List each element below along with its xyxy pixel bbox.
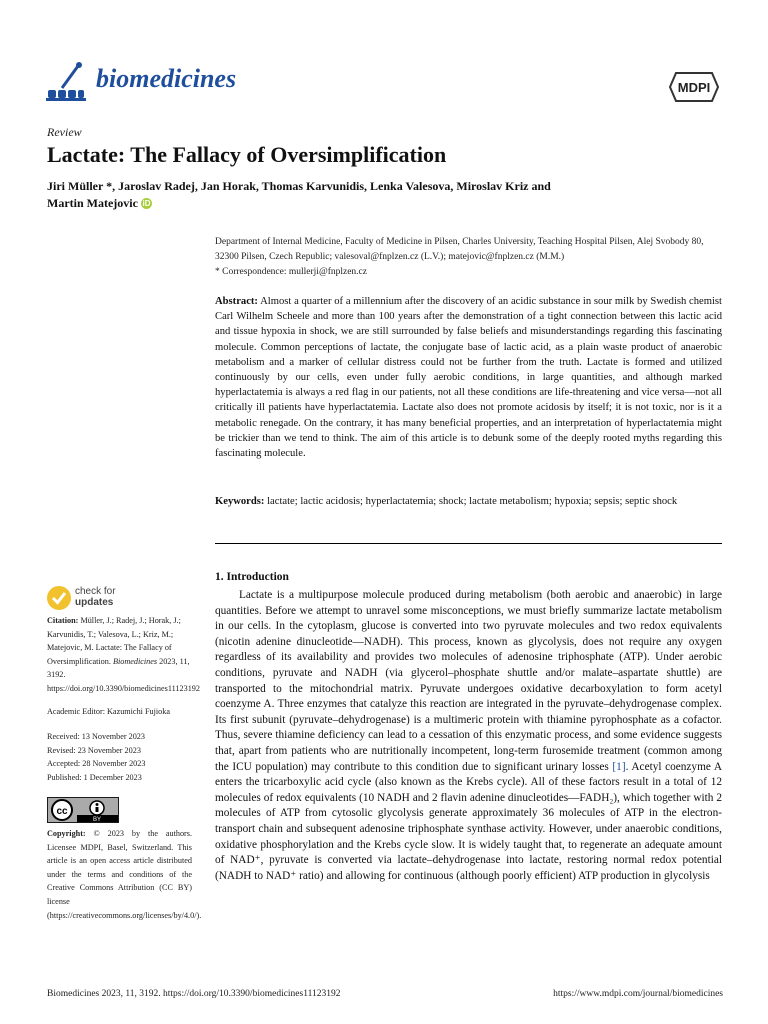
keywords-label: Keywords: <box>215 496 265 507</box>
abstract-label: Abstract: <box>215 296 258 307</box>
citation-text: Müller, J.; Radej, J.; Horak, J.; Karvunidis, T.; Valesova, L.; Kriz, M.; Matejovic, M. Lactate: The Fallacy of Oversimplification. <box>47 616 181 666</box>
intro-text-1: Lactate is a multipurpose molecule produced during metabolism (both aerobic and anaerobic) in large quantities. Before we attempt to unravel some misconceptions, we must briefly summarize lactate metabolism in our cells. In the cytoplasm, glucose is converted into two pyruvate molecules and two redox equivalents (nicotin adenine dinucleotide—NADH). This process, known as glycolysis, does not require any oxygen regardless of its availability and provides two molecules of adenosine triphosphate (ATP). Under aerobic conditions, pyruvate and NADH (via glycerol–phosphate shuttle and/or malate–aspartate shuttle) are transported to the mitochondrial matrix. Pyruvate undergoes oxidative decarboxylation to form acetyl coenzyme A. Three enzymes that catalyze this reaction are integrated in the pyruvate–dehydrogenase complex. Its first subunit (pyruvate–dehydrogenase) is a multimeric protein with thiamine pyrophosphate as a cofactor. Thus, severe thiamine deficiency can lead to a cessation of this enzymatic process, and some evidence suggests that, apart from patients who are nutritionally incompetent, long-term furosemide treatment (common among the ICU population) may contribute to this condition due to significant urinary losses <box>215 589 722 773</box>
article-title: Lactate: The Fallacy of Oversimplification <box>47 142 447 167</box>
academic-editor: Academic Editor: Kazumichi Fujioka <box>47 707 171 716</box>
journal-name: biomedicines <box>96 64 237 93</box>
page-footer <box>47 989 723 999</box>
mdpi-logo-text: MDPI <box>677 80 711 95</box>
received-date: Received: 13 November 2023 <box>47 732 145 741</box>
orcid-icon[interactable]: iD <box>142 199 151 208</box>
introduction-paragraph <box>215 588 722 884</box>
check-for-updates-icon <box>46 585 72 611</box>
svg-text:cc: cc <box>56 806 68 817</box>
accepted-date: Accepted: 28 November 2023 <box>47 759 146 769</box>
section-divider <box>215 543 722 544</box>
check-for-updates-button[interactable] <box>46 585 196 611</box>
abstract-text: Almost a quarter of a millennium after the discovery of an acidic substance in sour milk by Swedish chemist Carl Wilhelm Scheele and more than 100 years after the demonstration of a tight connection between this lactic acid and tissue hypoxia in shock, we are still surrounded by false beliefs and misunderstandings regarding this fascinating molecule. Common perceptions of lactate, the conjugate base of lactic acid, as a plain waste product of anaerobic metabolism and a marker of cellular distress could not be further from the truth. Lactate is formed and utilized continuously by our cells, even under fully aerobic conditions, in large quantities, and although marked hyperlactatemia is always a red flag in our patients, not all these conditions are life-threatening and vice versa—not all critically ill patients have hyperlactatemia. Lactate also does not promote acidosis by itself; it is not toxic, nor is it a metabolic renegade. On the contrary, it has many beneficial properties, and an interpretation of hyperlactatemia might be trickier than we tend to think. The aim of this article is to debunk some of the deeply rooted myths regarding this fascinating molecule. <box>215 296 722 460</box>
cc-by-text: BY <box>92 817 102 823</box>
correspondence: * Correspondence: mullerji@fnplzen.cz <box>215 267 367 277</box>
section-heading: 1. Introduction <box>215 571 289 583</box>
copyright-label: Copyright: <box>47 829 86 838</box>
footer-citation: Biomedicines 2023, 11, 3192. https://doi.org/10.3390/biomedicines11123192 <box>47 989 341 999</box>
footer-journal-url[interactable]: https://www.mdpi.com/journal/biomedicines <box>553 989 723 999</box>
copyright-text: © 2023 by the authors. Licensee MDPI, Basel, Switzerland. This article is an open access article distributed under the terms and conditions of the Creative Commons Attribution (CC BY) license (https://creativecommons.org/licenses/by/4.0/). <box>47 829 202 920</box>
keywords <box>215 494 722 509</box>
introduction-body <box>215 588 722 884</box>
affiliation-block <box>215 235 723 280</box>
authors-line-2: Martin Matejovic <box>47 196 138 210</box>
authors-line-1: Jiri Müller *, Jaroslav Radej, Jan Horak, Thomas Karvunidis, Lenka Valesova, Miroslav Kriz and <box>47 179 551 193</box>
abstract <box>215 294 722 461</box>
citation <box>47 614 200 696</box>
intro-text-2: . Acetyl coenzyme A enters the tricarboxylic acid cycle (also known as the Krebs cycle). All of these factors result in a total of 12 molecules of redox equivalents (10 NADH and 2 flavin adenine dinucleotides—FADH₂), which together with 2 molecules of ATP from cytosolic glycolysis generate approximately 36 molecules of ATP in the electron-transport chain and subsequent adenosine triphosphate synthase activity. However, under anaerobic conditions, oxidative phosphorylation and the Krebs cycle slow. It is widely taught that, to regenerate an adequate amount of NAD⁺, pyruvate is converted via lactate–dehydrogenase into lactate, restoring normal redox potential (NADH to NAD⁺ ratio) and allowing for continuous (although poorly efficient) ATP production in glycolysis <box>215 760 723 882</box>
citation-rest: 2023, 11, 3192. https://doi.org/10.3390/biomedicines11123192 <box>47 656 200 693</box>
published-date: Published: 1 December 2023 <box>47 772 142 782</box>
journal-logo-icon <box>44 60 88 104</box>
citation-label: Citation: <box>47 616 79 625</box>
article-type: Review <box>47 125 82 139</box>
copyright <box>47 827 202 922</box>
affiliation: Department of Internal Medicine, Faculty of Medicine in Pilsen, Charles University, Teaching Hospital Pilsen, Alej Svobody 80, 32300 Pilsen, Czech Republic; valesoval@fnplzen.cz (L.V.); matejovic@fnplzen.cz (M.M.) <box>215 237 704 262</box>
check-line-1: check for <box>75 586 116 597</box>
mdpi-logo <box>668 70 720 104</box>
author-list <box>47 178 727 212</box>
revised-date: Revised: 23 November 2023 <box>47 745 141 755</box>
citation-journal: Biomedicines <box>112 656 158 666</box>
check-line-2: updates <box>75 597 114 608</box>
reference-link[interactable]: [1] <box>612 760 626 773</box>
dates <box>47 730 192 784</box>
cc-by-license-icon[interactable] <box>47 797 119 823</box>
keywords-text: lactate; lactic acidosis; hyperlactatemia; shock; lactate metabolism; hypoxia; sepsis; septic shock <box>267 496 678 507</box>
